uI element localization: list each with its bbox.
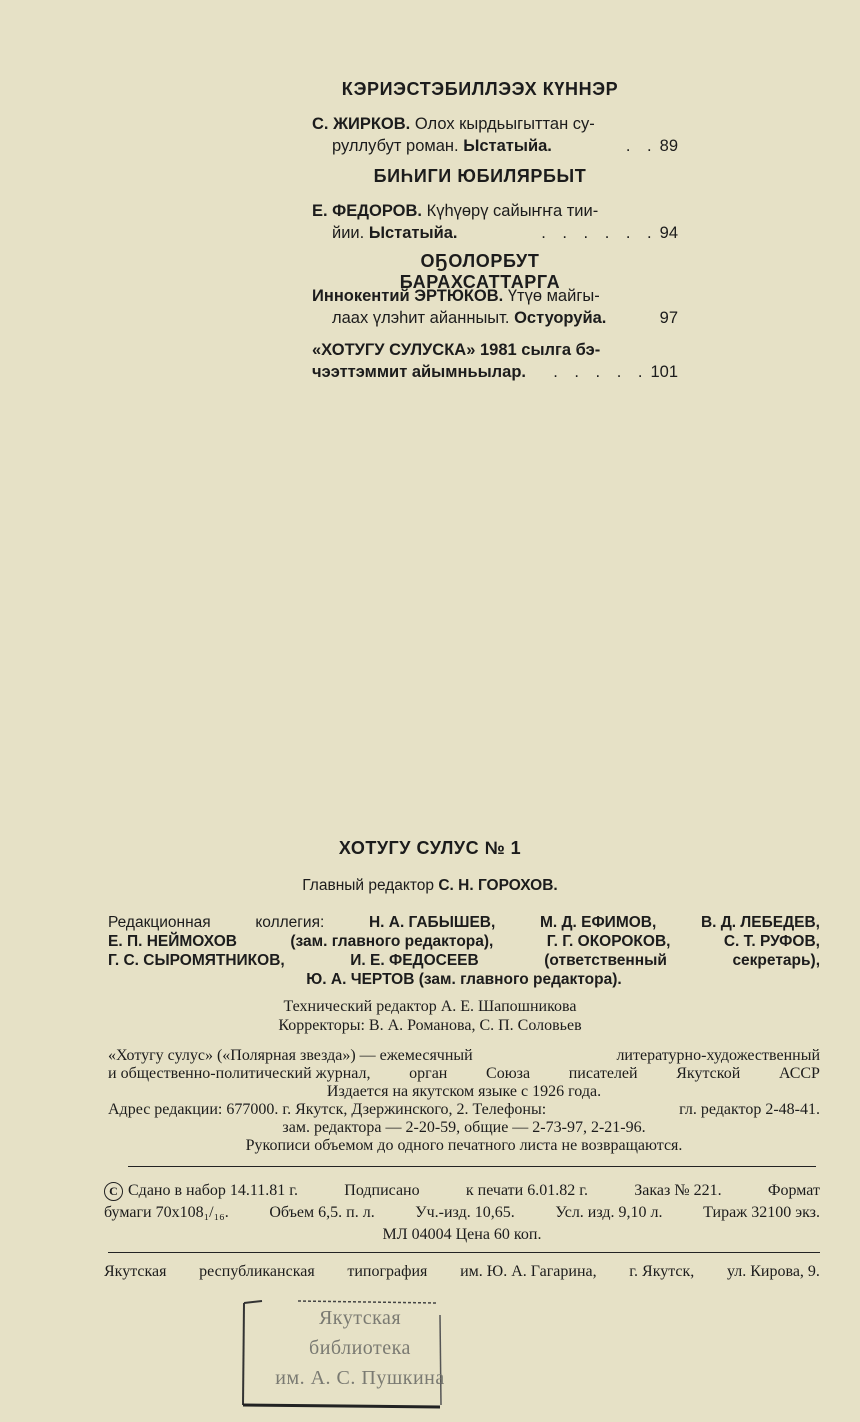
about-text: и общественно-политический журнал,: [108, 1065, 371, 1082]
stamp-line: библиотека: [309, 1337, 411, 1359]
print-item: Уч.-изд. 10,65.: [415, 1204, 515, 1221]
toc-entry: [312, 339, 678, 383]
editorial-board: [108, 913, 820, 989]
entry-author: С. ЖИРКОВ.: [312, 115, 411, 133]
print-data: [104, 1180, 820, 1246]
about-text: орган: [409, 1065, 448, 1082]
entry-genre: Ыстатыйа.: [463, 137, 552, 155]
board-role: (зам. главного редактора),: [290, 933, 494, 950]
entry-title-cont: руллубут роман.: [332, 137, 459, 155]
entry-page: 101: [650, 363, 678, 381]
print-text: Сдано в набор 14.11.81 г.: [128, 1182, 298, 1199]
entry-title-cont: йии.: [332, 224, 365, 242]
typo-word: Якутская: [104, 1263, 167, 1280]
entry-genre: Остуоруйа.: [514, 309, 607, 327]
board-member: В. Д. ЛЕБЕДЕВ,: [700, 914, 820, 931]
print-line: [104, 1202, 820, 1224]
print-line: МЛ 04004 Цена 60 коп.: [382, 1226, 542, 1243]
typo-word: им. Ю. А. Гагарина,: [460, 1263, 597, 1280]
board-member: М. Д. ЕФИМОВ,: [539, 914, 657, 931]
board-member: Г. С. СЫРОМЯТНИКОВ,: [108, 952, 285, 969]
leader-dots: . .: [625, 137, 658, 155]
about-line: [108, 1047, 820, 1065]
journal-about: [108, 1047, 820, 1155]
board-member: Н. А. ГАБЫШЕВ,: [368, 914, 496, 931]
print-item: [104, 1180, 298, 1202]
board-word: Редакционная: [108, 914, 211, 931]
board-line: Ю. А. ЧЕРТОВ (зам. главного редактора).: [306, 971, 622, 988]
board-member: С. Т. РУФОВ,: [723, 933, 820, 950]
about-line: Издается на якутском языке с 1926 года.: [326, 1083, 602, 1100]
about-text: Союза: [486, 1065, 531, 1082]
section-heading: ОҔОЛОРБУТ БАРАХСАТТАРГА: [399, 251, 561, 292]
leader-dots: . . . . . .: [541, 224, 658, 242]
entry-page: 97: [659, 309, 678, 327]
editorial-address: Адрес редакции: 677000. г. Якутск, Дзержинского, 2. Телефоны:: [108, 1101, 547, 1118]
board-member: Г. Г. ОКОРОКОВ,: [546, 933, 671, 950]
toc-entry: [312, 285, 678, 329]
print-item: Объем 6,5. п. л.: [269, 1204, 375, 1221]
entry-title-cont: лаах үлэһит айанныыт.: [332, 309, 510, 327]
about-line: зам. редактора — 2-20-59, общие — 2-73-97, 2-21-96.: [282, 1119, 646, 1136]
entry-page: 89: [659, 137, 678, 155]
about-text: писателей: [568, 1065, 638, 1082]
board-member: И. Е. ФЕДОСЕЕВ: [350, 952, 479, 969]
print-item: Подписано: [344, 1182, 420, 1199]
chief-editor-label: Главный редактор: [302, 877, 435, 894]
chief-editor: [0, 877, 860, 895]
board-role: (ответственный: [544, 952, 667, 969]
technical-staff: [0, 997, 860, 1035]
stamp-line: Якутская: [318, 1307, 402, 1329]
board-member: Е. П. НЕЙМОХОВ: [108, 933, 237, 950]
print-item: к печати 6.01.82 г.: [465, 1182, 588, 1199]
board-word: коллегия:: [255, 914, 325, 931]
entry-page: 94: [659, 224, 678, 242]
print-line: [104, 1180, 820, 1202]
copyright-icon: C: [104, 1182, 123, 1201]
entry-title: Олох кырдьыгыттан су-: [414, 115, 595, 133]
typo-word: г. Якутск,: [629, 1263, 695, 1280]
entry-author: Иннокентий ЭРТЮКОВ.: [312, 287, 504, 305]
stamp-line: им. А. С. Пушкина: [275, 1367, 445, 1389]
printing-house: [104, 1263, 820, 1281]
toc-entry: [312, 113, 678, 157]
about-line: Рукописи объемом до одного печатного листа не возвращаются.: [245, 1137, 683, 1154]
about-text: «Хотугу сулус» («Полярная звезда») — ежемесячный: [108, 1047, 473, 1064]
entry-title: Күһүөрү сайыҥҥа тии-: [426, 202, 599, 220]
print-item: Формат: [767, 1182, 820, 1199]
about-line: [108, 1065, 820, 1083]
board-role: секретарь),: [732, 952, 820, 969]
library-stamp: [240, 1297, 445, 1409]
entry-author: Е. ФЕДОРОВ.: [312, 202, 422, 220]
board-line: [108, 951, 820, 970]
tech-editor: Технический редактор А. Е. Шапошникова: [283, 998, 577, 1015]
divider: [108, 1252, 820, 1253]
board-line: [108, 932, 820, 951]
about-text: АССР: [778, 1065, 820, 1082]
about-line: [108, 1101, 820, 1119]
print-item: бумаги 70x108₁/₁₆.: [104, 1204, 229, 1221]
toc-entry: [312, 200, 678, 244]
typo-word: типография: [347, 1263, 428, 1280]
print-item: Усл. изд. 9,10 л.: [555, 1204, 663, 1221]
section-heading: КЭРИЭСТЭБИЛЛЭЭХ КҮННЭР: [341, 79, 619, 99]
entry-title: Үтүө майгы-: [507, 287, 600, 305]
entry-genre: Ыстатыйа.: [368, 224, 458, 242]
journal-issue-title: ХОТУГУ СУЛУС № 1: [338, 838, 522, 858]
board-line: [108, 913, 820, 932]
print-item: Тираж 32100 экз.: [703, 1204, 820, 1221]
about-text: литературно-художественный: [616, 1047, 820, 1064]
section-heading: БИҺИГИ ЮБИЛЯРБЫТ: [373, 166, 587, 186]
divider: [128, 1166, 816, 1167]
print-item: Заказ № 221.: [634, 1182, 722, 1199]
entry-title: «ХОТУГУ СУЛУСКА» 1981 сылга бэ-: [312, 341, 601, 359]
about-text: Якутской: [676, 1065, 741, 1082]
entry-title-cont: чээттэммит айымньылар.: [312, 363, 527, 381]
chief-editor-name: С. Н. ГОРОХОВ.: [438, 877, 558, 894]
leader-dots: . . . . .: [553, 363, 649, 381]
typo-word: республиканская: [199, 1263, 315, 1280]
editorial-phone: гл. редактор 2-48-41.: [679, 1101, 820, 1118]
typo-word: ул. Кирова, 9.: [726, 1263, 820, 1280]
correctors: Корректоры: В. А. Романова, С. П. Соловьев: [278, 1017, 582, 1034]
